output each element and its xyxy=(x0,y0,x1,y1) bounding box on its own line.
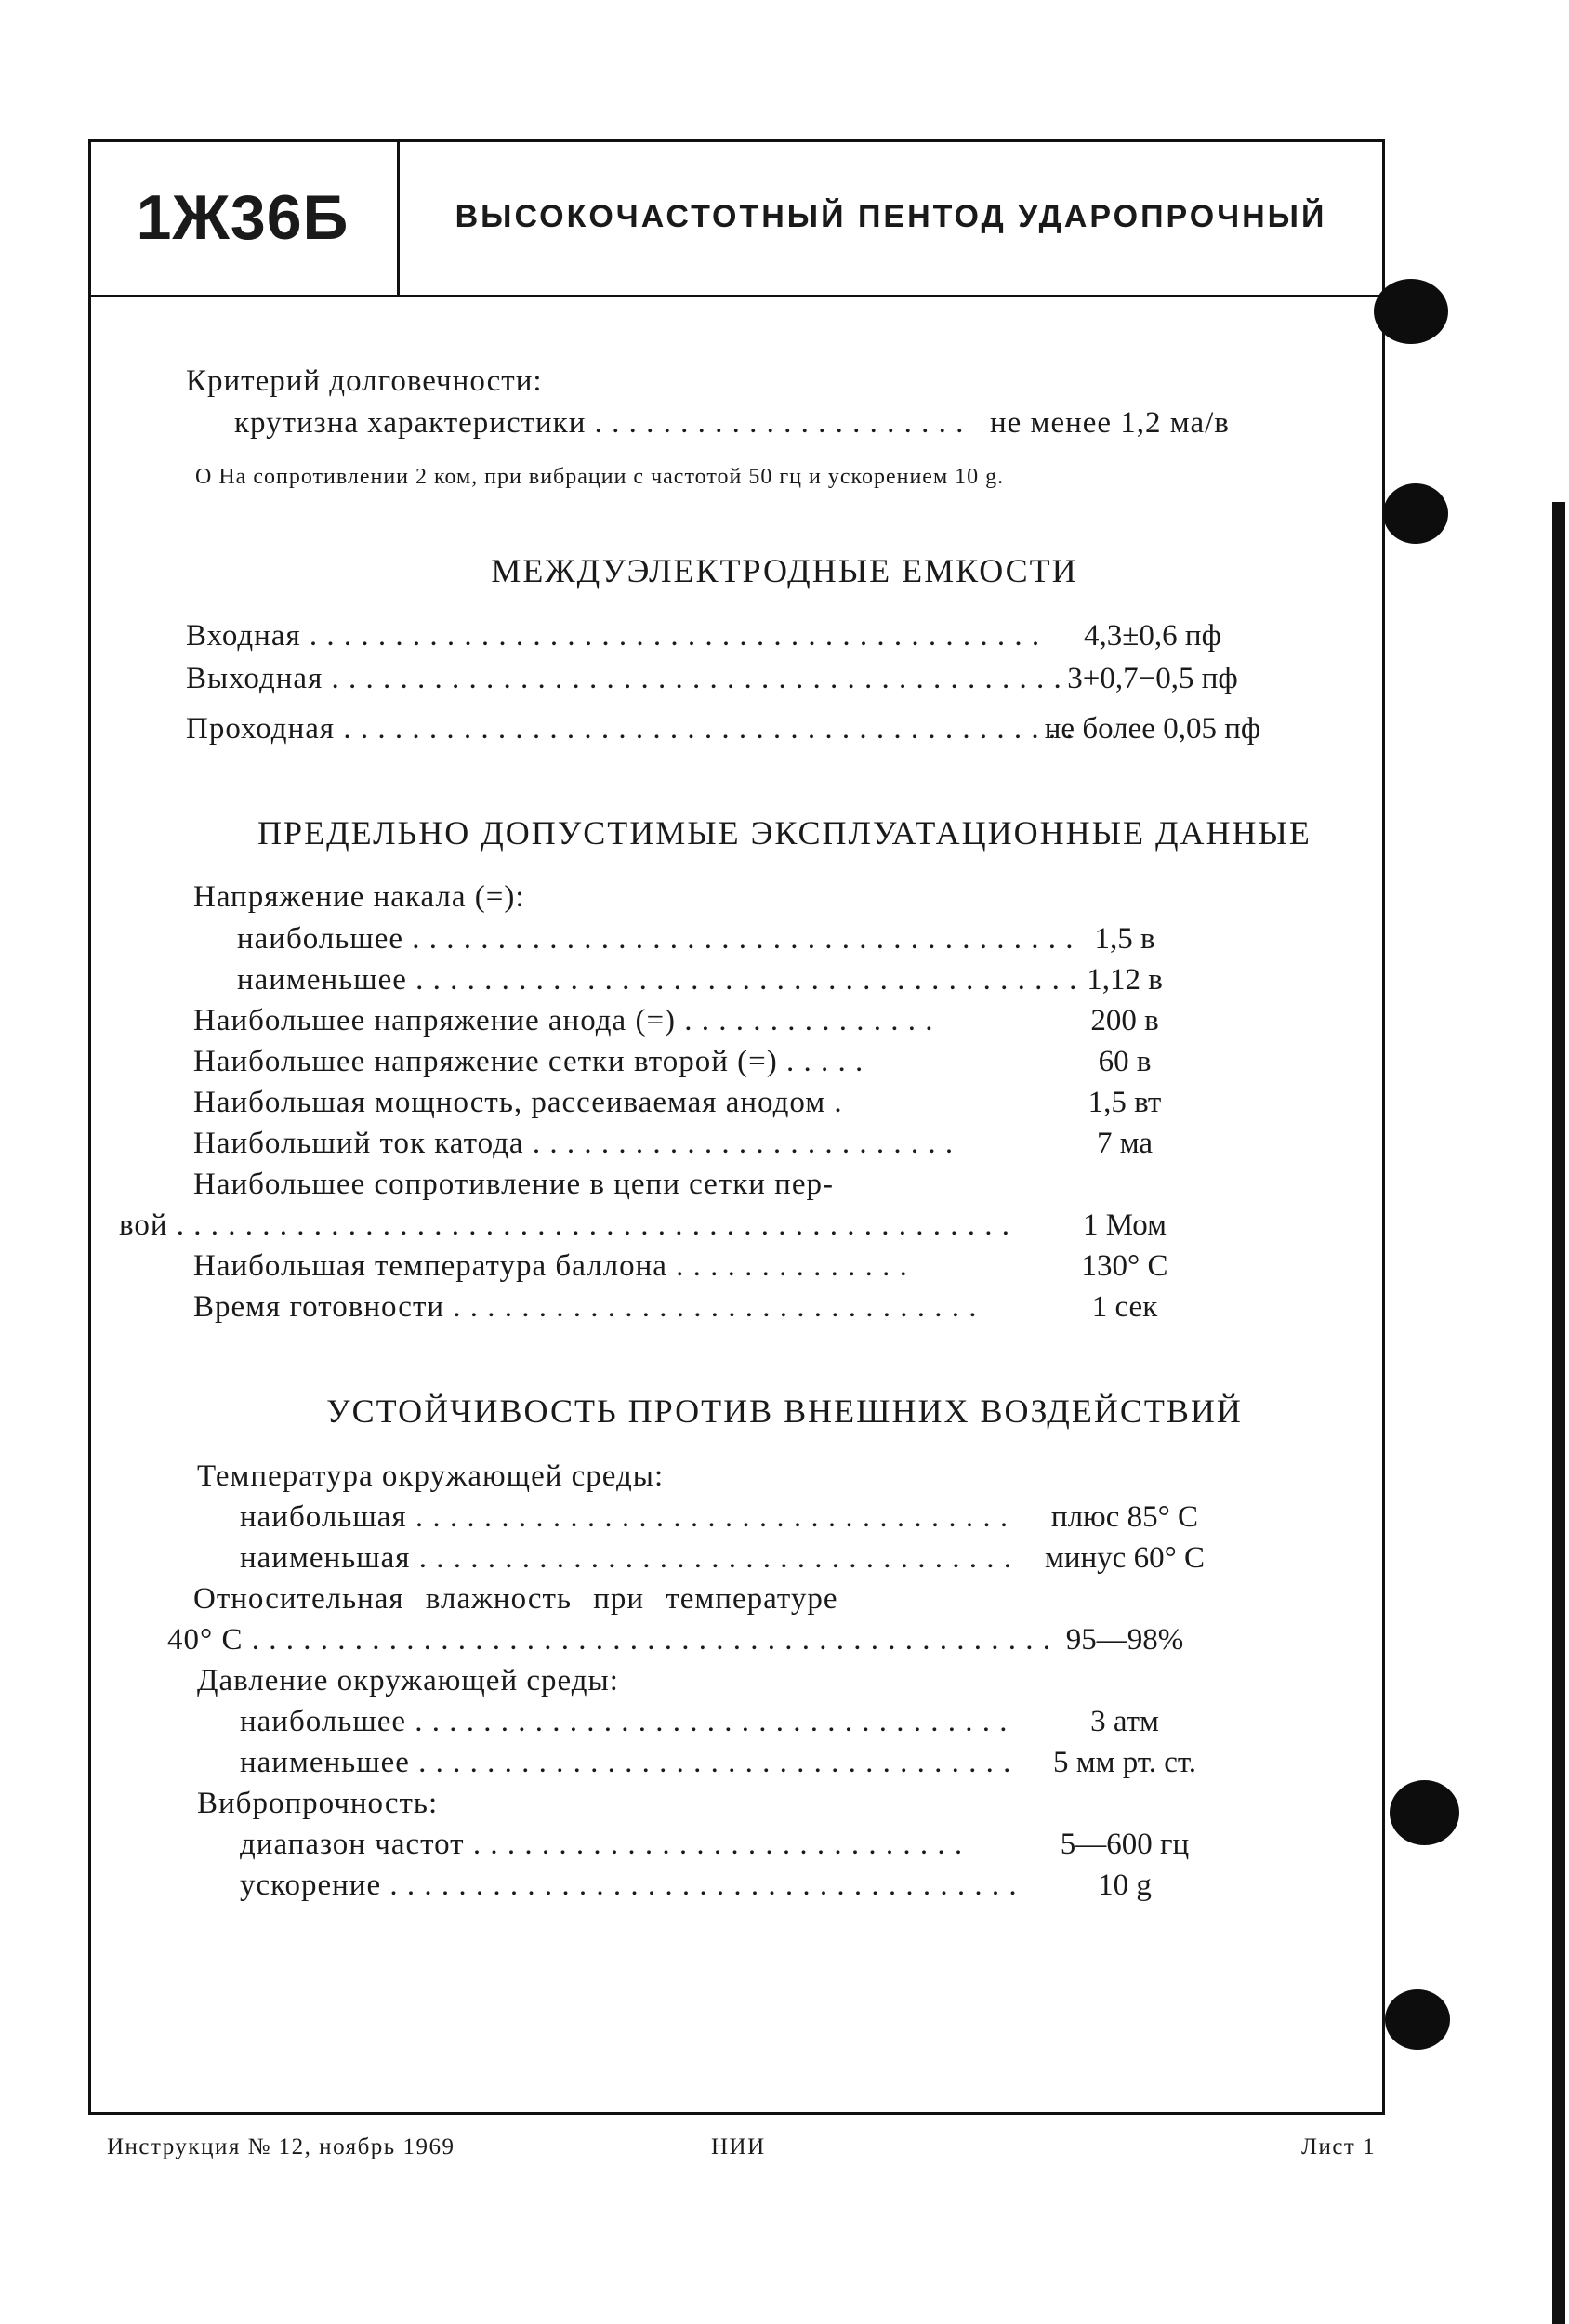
row-label: Наибольший ток катода xyxy=(193,1127,524,1160)
row-value: 200 в xyxy=(1090,1004,1159,1037)
row-value: плюс 85° С xyxy=(1050,1500,1199,1534)
row-label: вой xyxy=(119,1208,168,1242)
limits-row xyxy=(193,1086,850,1120)
document-title: ВЫСОКОЧАСТОТНЫЙ ПЕНТОД УДАРОПРОЧНЫЙ xyxy=(455,199,1327,234)
durability-value: не менее 1,2 ма/в xyxy=(990,406,1230,440)
dot-leader: . . . . . . . . . . . . . . . . . . . . . . . . . . . . . . . . . . . . . . . . . . . . . . . . . xyxy=(176,1208,1011,1242)
dot-leader: . . . . . . . . . . . . . . . . . . . . . . . . . . . . . . . . . . . . . . . . . . . . . . . xyxy=(251,1623,1051,1657)
dot-leader: . . . . . . . . . . . . . . . . . . . . . . . . . . . . . . . . . . . xyxy=(418,1746,1012,1779)
row-value: 3+0,7−0,5 пф xyxy=(1067,662,1238,695)
row-label: ускорение xyxy=(240,1868,382,1902)
dot-leader: . . . . . . . . . . . . . . . . . . . . . . . . . . . . . . . . . . . xyxy=(418,1541,1012,1575)
dot-leader: . . . . . . . . . . . . . . . . . . . . . . . . . . . . . . . . . . . . . . . . . . . xyxy=(343,712,1075,746)
row-label: наибольшее xyxy=(240,1705,407,1738)
resistance-row xyxy=(240,1541,1012,1576)
row-label: наибольшее xyxy=(237,922,404,956)
dot-leader: . . . . . . . . . . . . . . . . . . . . . . xyxy=(594,406,965,440)
footer-instruction: Инструкция № 12, ноябрь 1969 xyxy=(107,2134,455,2159)
row-label: 40° С xyxy=(167,1623,244,1657)
dot-leader: . . . . . . . . . . . . . . . xyxy=(684,1004,934,1037)
row-label: Время готовности xyxy=(193,1290,445,1324)
durability-row xyxy=(234,406,965,441)
temperature-heading: Температура окружающей среды: xyxy=(197,1459,665,1493)
row-label: Входная xyxy=(186,619,301,653)
footer-sheet: Лист 1 xyxy=(1301,2134,1377,2159)
durability-heading: Критерий долговечности: xyxy=(186,364,543,398)
dot-leader: . . . . . . . . . . . . . . . . . . . . . . . . . . . . . . . . . . . . . . . . . . . xyxy=(309,619,1041,653)
row-value: 95—98% xyxy=(1065,1623,1184,1657)
section-resistance-title: УСТОЙЧИВОСТЬ ПРОТИВ ВНЕШНИХ ВОЗДЕЙСТВИЙ xyxy=(326,1393,1243,1430)
row-value: 4,3±0,6 пф xyxy=(1084,619,1221,653)
row-value: 3 атм xyxy=(1090,1705,1159,1738)
dot-leader: . . . . . . . . . . . . . . . . . . . . . . . . . . . . . xyxy=(472,1828,964,1861)
row-label: Проходная xyxy=(186,712,336,746)
row-label: крутизна характеристики xyxy=(234,406,587,440)
row-label: Выходная xyxy=(186,662,323,695)
footer-institute: НИИ xyxy=(711,2134,766,2159)
dot-leader: . . . . . . . . . . . . . . . . . . . . . . . . . . . . . . . . . . . . . . . xyxy=(412,922,1075,956)
row-value: 1,12 в xyxy=(1087,963,1163,997)
row-value: 7 ма xyxy=(1096,1127,1154,1160)
heater-heading: Напряжение накала (=): xyxy=(193,880,525,914)
dot-leader: . . . . . . . . . . . . . . . . . . . . . . . . . . . . . . . . . . . . . xyxy=(389,1868,1018,1902)
row-label: Наибольшая мощность, рассеиваемая анодом xyxy=(193,1086,826,1119)
limits-row xyxy=(193,1045,864,1079)
row-value: не более 0,05 пф xyxy=(1044,712,1261,746)
row-value: 5 мм рт. ст. xyxy=(1052,1746,1197,1779)
row-value: 130° С xyxy=(1081,1249,1168,1283)
limits-row xyxy=(193,1127,955,1161)
row-value: 1,5 вт xyxy=(1088,1086,1162,1119)
limits-row xyxy=(237,963,1078,997)
row-label: наибольшая xyxy=(240,1500,407,1534)
dot-leader: . . . . . . . . . . . . . . . . . . . . . . . . . . . . . . . . . . . xyxy=(415,1705,1009,1738)
limits-row xyxy=(193,1290,978,1325)
capacitance-row xyxy=(186,712,1075,746)
limits-row xyxy=(193,1249,908,1284)
dot-leader: . . . . . . . . . . . . . . . . . . . . . . . . . . . . . . . . . . . . . . . . . . . xyxy=(331,662,1062,695)
dot-leader: . . . . . xyxy=(785,1045,864,1078)
resistance-row xyxy=(240,1868,1018,1903)
row-label: Наибольшее напряжение анода (=) xyxy=(193,1004,677,1037)
dot-leader: . . . . . . . . . . . . . . . . . . . . . . . . . . . . . . . . . . . xyxy=(415,1500,1009,1534)
limits-row-label: Наибольшее сопротивление в цепи сетки пер- xyxy=(193,1168,834,1201)
dot-leader: . . . . . . . . . . . . . . . . . . . . . . . . . . . . . . . xyxy=(453,1290,978,1324)
resistance-row xyxy=(240,1828,964,1862)
row-label: наименьшее xyxy=(237,963,407,997)
row-value: 5—600 гц xyxy=(1060,1828,1190,1861)
durability-note: О На сопротивлении 2 ком, при вибрации с частотой 50 гц и ускорением 10 g. xyxy=(195,465,1005,489)
row-value: 1,5 в xyxy=(1094,922,1155,956)
dot-leader: . . . . . . . . . . . . . . . . . . . . . . . . . xyxy=(532,1127,955,1160)
row-value: минус 60° С xyxy=(1044,1541,1206,1575)
humidity-label-line1: Относительная влажность при температуре xyxy=(193,1582,838,1616)
vibration-heading: Вибропрочность: xyxy=(197,1787,439,1820)
row-value: 1 Мом xyxy=(1082,1208,1167,1242)
row-value: 1 сек xyxy=(1091,1290,1158,1324)
resistance-row xyxy=(167,1623,1051,1657)
resistance-row xyxy=(240,1705,1009,1739)
capacitance-row xyxy=(186,619,1041,654)
section-limits-title: ПРЕДЕЛЬНО ДОПУСТИМЫЕ ЭКСПЛУАТАЦИОННЫЕ ДАННЫЕ xyxy=(257,814,1312,852)
capacitance-row xyxy=(186,662,1062,696)
row-label: Наибольшее напряжение сетки второй (=) xyxy=(193,1045,778,1078)
row-label: диапазон частот xyxy=(240,1828,465,1861)
pressure-heading: Давление окружающей среды: xyxy=(197,1664,619,1697)
limits-row xyxy=(237,922,1075,957)
resistance-row xyxy=(240,1500,1009,1535)
row-value: 10 g xyxy=(1098,1868,1152,1902)
row-value: 60 в xyxy=(1098,1045,1152,1078)
tube-code: 1Ж36Б xyxy=(136,181,349,253)
dot-leader: . . . . . . . . . . . . . . xyxy=(676,1249,908,1283)
row-label: наименьшее xyxy=(240,1746,410,1779)
section-capacitance-title: МЕЖДУЭЛЕКТРОДНЫЕ ЕМКОСТИ xyxy=(491,552,1078,589)
resistance-row xyxy=(240,1746,1012,1780)
dot-leader: . . . . . . . . . . . . . . . . . . . . . . . . . . . . . . . . . . . . . . . xyxy=(415,963,1078,997)
limits-row xyxy=(193,1004,934,1038)
row-label: Наибольшая температура баллона xyxy=(193,1249,667,1283)
dot-leader: . xyxy=(834,1086,843,1119)
limits-row xyxy=(119,1208,1011,1243)
row-label: наименьшая xyxy=(240,1541,411,1575)
